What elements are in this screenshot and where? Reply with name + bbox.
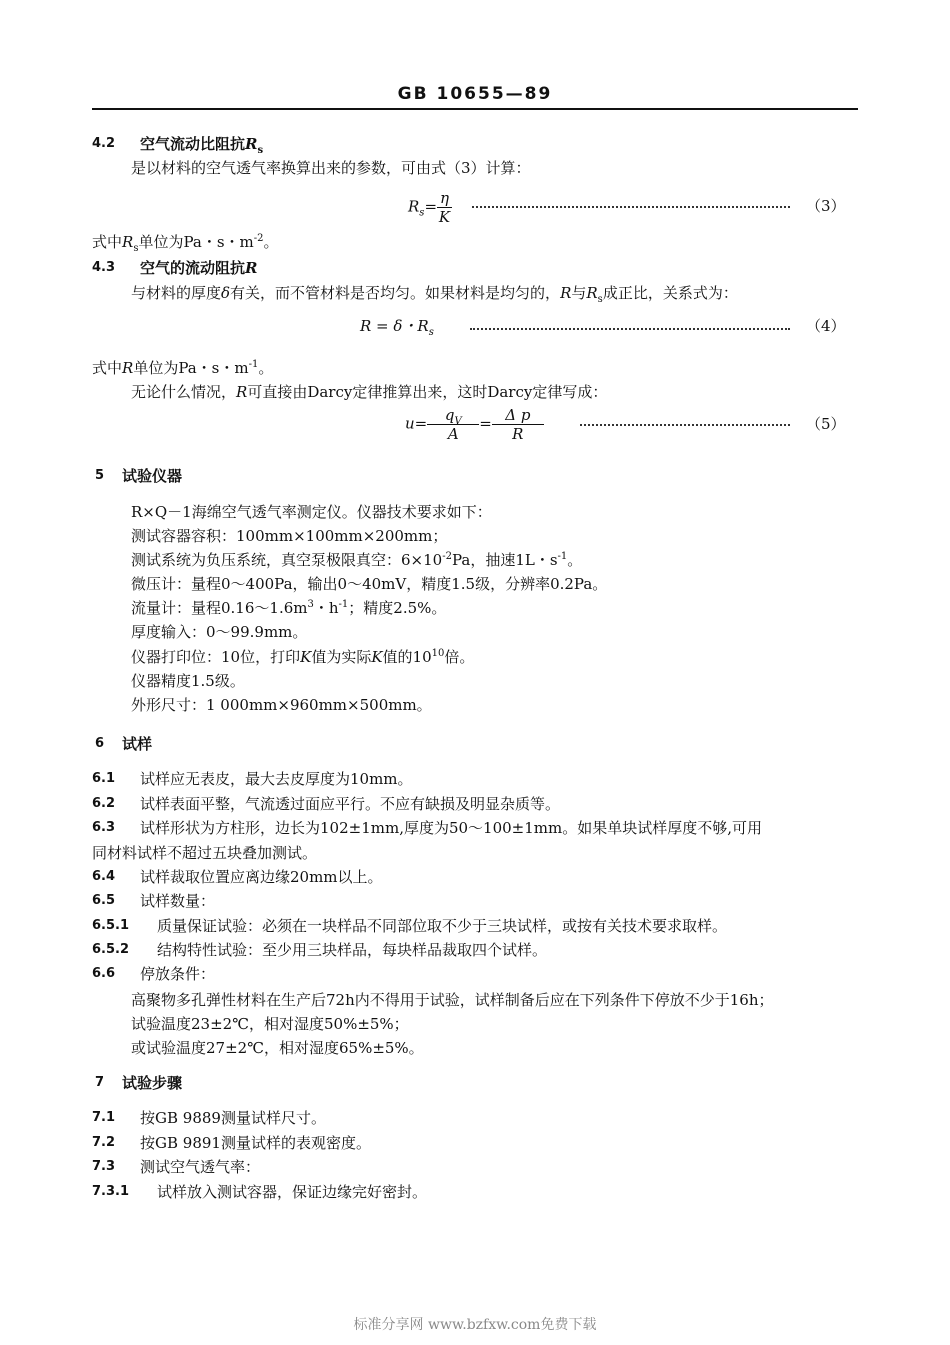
- instrument-line-vacuum: 测试系统为负压系统，真空泵极限真空：$6\times 10^{-2}Pa$，抽速1L・$s^{-1}$。: [131, 551, 583, 569]
- clause-number: 6.3: [92, 820, 116, 835]
- step-number: 7.3.1: [92, 1184, 130, 1199]
- instrument-line: R×Q－1海绵空气透气率测定仪。仪器技术要求如下：: [131, 503, 492, 521]
- clause-text-continued: 同材料试样不超过五块叠加测试。: [92, 844, 318, 862]
- clause-text: 试样数量：: [140, 892, 216, 910]
- header-rule: [92, 108, 858, 110]
- section-6-heading: 试样: [122, 735, 153, 753]
- instrument-line: 微压计：量程0～400Pa，输出0～40mV，精度1.5级，分辨率0.2Pa。: [131, 575, 608, 593]
- leader-dots-5: [580, 424, 790, 426]
- equation-number-3: （3）: [806, 197, 846, 215]
- clause-text: 试样裁取位置应离边缘20mm以上。: [140, 868, 383, 886]
- clause-number: 6.2: [92, 796, 116, 811]
- clause-text: 试样形状为方柱形，边长为102±1mm,厚度为50～100±1mm。如果单块试样厚度不够,可用: [140, 819, 763, 837]
- section-5-heading: 试验仪器: [122, 467, 183, 485]
- leader-dots-4: [470, 328, 790, 330]
- instrument-line-print: 仪器打印位：10位，打印K值为实际K值的$10^{10}$倍。: [131, 648, 475, 666]
- formula-3: $R_s=$ $\frac{\eta}{K}$: [408, 189, 451, 226]
- clause-text: 停放条件：: [140, 965, 216, 983]
- step-number: 7.3: [92, 1159, 116, 1174]
- step-number: 7.2: [92, 1135, 116, 1150]
- clause-number: 6.6: [92, 966, 116, 981]
- section-4-3-number: 4.3: [92, 260, 116, 275]
- instrument-line: 外形尺寸：1 000mm×960mm×500mm。: [131, 696, 432, 714]
- condition-line: 试验温度23±2℃，相对湿度50%±5%；: [131, 1015, 409, 1033]
- step-text: 测试空气透气率：: [140, 1158, 261, 1176]
- step-number: 7.1: [92, 1110, 116, 1125]
- unit-note-rs: 式中$R_s$单位为Pa・s・$m^{-2}$。: [92, 233, 279, 254]
- section-7-number: 7: [95, 1075, 105, 1090]
- clause-number: 6.4: [92, 869, 116, 884]
- leader-dots-3: [472, 206, 790, 208]
- instrument-line-flow: 流量计：量程$0.16\sim 1.6m^3$・$h^{-1}$；精度2.5%。: [131, 599, 447, 617]
- section-7-heading: 试验步骤: [122, 1074, 183, 1092]
- section-5-number: 5: [95, 468, 105, 483]
- instrument-line: 厚度输入：0～99.9mm。: [131, 623, 308, 641]
- clause-number: 6.1: [92, 771, 116, 786]
- condition-line: 或试验温度27±2℃，相对湿度65%±5%。: [131, 1039, 424, 1057]
- formula-5: u= $\frac{q_V}{A}$ = $\frac{\text{Δ p}}{R}$: [405, 406, 544, 443]
- darcy-text: 无论什么情况，R可直接由Darcy定律推算出来，这时Darcy定律写成：: [131, 383, 608, 401]
- page-header: GB 10655—89: [397, 84, 553, 104]
- instrument-line: 仪器精度1.5级。: [131, 672, 245, 690]
- section-4-3-heading: 空气的流动阻抗R: [140, 259, 258, 277]
- unit-note-r: 式中R单位为Pa・s・$m^{-1}$。: [92, 359, 274, 377]
- step-text: 试样放入测试容器，保证边缘完好密封。: [157, 1183, 428, 1201]
- section-4-2-number: 4.2: [92, 136, 116, 151]
- section-4-2-heading: 空气流动比阻抗$R_s$: [140, 135, 264, 156]
- section-6-number: 6: [95, 736, 105, 751]
- clause-number: 6.5: [92, 893, 116, 908]
- equation-number-4: （4）: [806, 317, 846, 335]
- instrument-line: 测试容器容积：100mm×100mm×200mm；: [131, 527, 448, 545]
- formula-4: R = δ・$R_s$: [360, 317, 434, 338]
- clause-text: 试样表面平整，气流透过面应平行。不应有缺损及明显杂质等。: [140, 795, 561, 813]
- equation-number-5: （5）: [806, 415, 846, 433]
- clause-number: 6.5.1: [92, 918, 130, 933]
- step-text: 按GB 9891测量试样的表观密度。: [140, 1134, 371, 1152]
- clause-text: 质量保证试验：必须在一块样品不同部位取不少于三块试样，或按有关技术要求取样。: [157, 917, 728, 935]
- condition-line: 高聚物多孔弹性材料在生产后72h内不得用于试验，试样制备后应在下列条件下停放不少于16h；: [131, 991, 774, 1009]
- clause-text: 结构特性试验：至少用三块样品，每块样品裁取四个试样。: [157, 941, 548, 959]
- watermark-footer: 标准分享网 www.bzfxw.com免费下载: [353, 1317, 597, 1333]
- clause-text: 试样应无表皮，最大去皮厚度为10mm。: [140, 770, 413, 788]
- clause-number: 6.5.2: [92, 942, 130, 957]
- section-4-2-text: 是以材料的空气透气率换算出来的参数，可由式（3）计算：: [131, 159, 531, 177]
- section-4-3-text: 与材料的厚度δ有关，而不管材料是否均匀。如果材料是均匀的，R与$R_s$成正比，关系式为：: [131, 284, 738, 305]
- step-text: 按GB 9889测量试样尺寸。: [140, 1109, 326, 1127]
